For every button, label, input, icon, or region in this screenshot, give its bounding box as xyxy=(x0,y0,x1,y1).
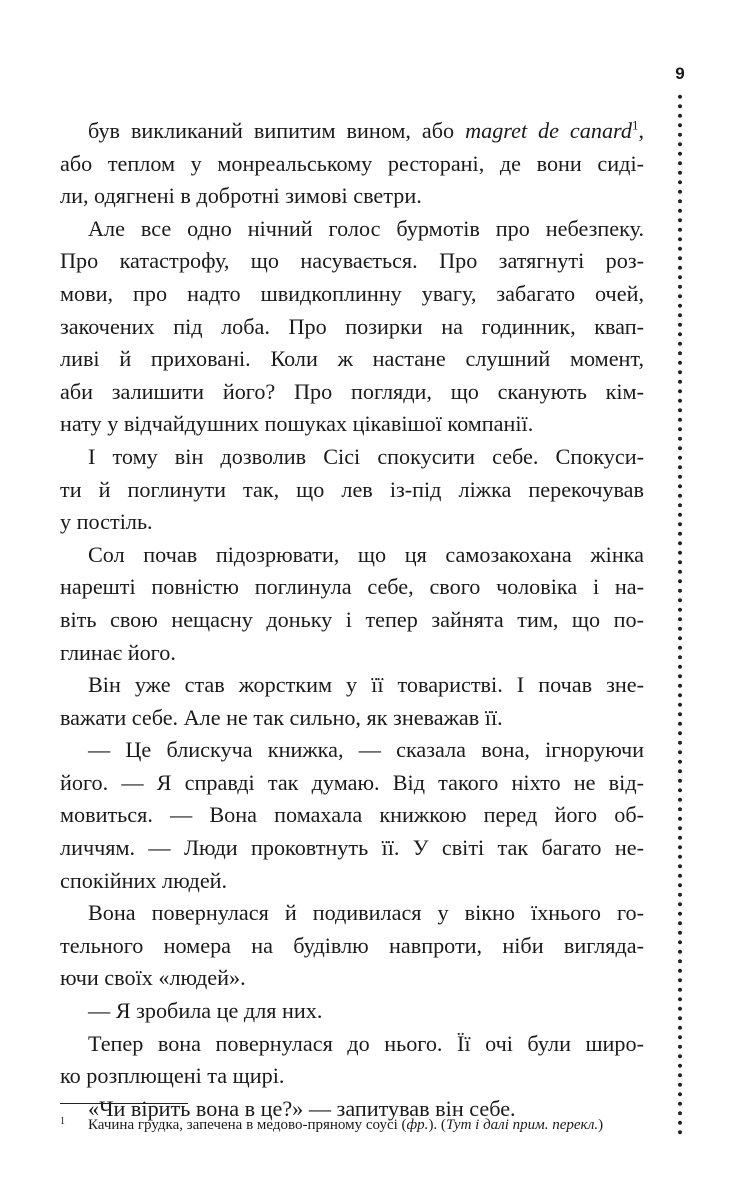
paragraph xyxy=(60,734,644,897)
text-line xyxy=(60,702,644,735)
text-segment: ко розплющені та щирі. xyxy=(60,1063,285,1089)
footnote-marker: 1 xyxy=(60,1116,65,1127)
text-line xyxy=(60,311,644,344)
text-line xyxy=(60,604,644,637)
body-text xyxy=(60,115,644,1125)
text-line xyxy=(60,278,644,311)
paragraph xyxy=(60,1028,644,1093)
text-segment: Тут і далі прим. перекл. xyxy=(445,1117,599,1133)
footnote xyxy=(60,1115,660,1135)
text-line xyxy=(60,832,644,865)
text-segment: Тепер вона повернулася до нього. Її очі були широ- xyxy=(88,1030,644,1056)
text-segment: фр. xyxy=(406,1117,429,1133)
text-segment: ючи своїх «людей». xyxy=(60,965,246,991)
text-segment: Качина грудка, запечена в медово-пряному соусі ( xyxy=(88,1117,407,1133)
text-segment: або теплом у монреальському ресторані, де вони сиді- xyxy=(60,150,644,176)
text-segment: нату у відчайдушних пошуках цікавішої компанії. xyxy=(60,411,534,437)
text-line xyxy=(60,1060,644,1093)
text-line xyxy=(60,441,644,474)
text-line xyxy=(60,1028,644,1061)
text-line xyxy=(60,799,644,832)
text-segment: спокійних людей. xyxy=(60,867,228,893)
text-segment: був викликаний випитим вином, або xyxy=(88,118,466,143)
text-segment: І тому він дозволив Сісі спокусити себе. Спокуси- xyxy=(88,443,644,469)
text-line xyxy=(60,245,644,278)
text-segment: ) xyxy=(598,1117,604,1133)
paragraph xyxy=(60,213,644,441)
text-segment: Вона повернулася й подивилася у вікно їхнього го- xyxy=(88,900,644,926)
text-segment: мови, про надто швидкоплинну увагу, забагато очей, xyxy=(60,280,644,306)
text-line xyxy=(60,408,644,441)
paragraph xyxy=(60,441,644,539)
page-number: 9 xyxy=(675,64,685,83)
paragraph xyxy=(60,669,644,734)
footnote-reference: 1 xyxy=(631,117,639,133)
text-segment: Але все одно нічний голос бурмотів про небезпеку. xyxy=(88,215,644,241)
text-line xyxy=(60,571,644,604)
text-segment: його. — Я справді так думаю. Від такого ніхто не від- xyxy=(60,769,644,795)
text-line xyxy=(60,213,644,246)
text-segment: Він уже став жорстким у її товаристві. І почав зне- xyxy=(88,672,644,698)
text-segment: magret de canard xyxy=(465,118,632,143)
text-line xyxy=(60,180,644,213)
text-segment: закочених під лоба. Про позирки на годинник, квап- xyxy=(60,313,644,339)
text-segment: , xyxy=(638,118,644,143)
text-segment: у постіль. xyxy=(60,509,153,535)
text-segment: ливі й приховані. Коли ж настане слушний момент, xyxy=(60,346,644,372)
text-line xyxy=(60,637,644,670)
text-segment: аби залишити його? Про погляди, що сканують кім- xyxy=(60,378,644,404)
text-segment: ли, одягнені в добротні зимові светри. xyxy=(60,183,422,209)
text-line xyxy=(60,734,644,767)
text-line xyxy=(60,962,644,995)
text-segment: нарешті повністю поглинула себе, свого чоловіка і на- xyxy=(60,574,644,600)
text-line xyxy=(60,376,644,409)
text-segment: ти й поглинути так, що лев із-під ліжка перекочував xyxy=(60,476,644,502)
text-line xyxy=(60,115,644,148)
paragraph xyxy=(60,539,644,669)
text-segment: віть свою нещасну доньку і тепер зайнята тим, що по- xyxy=(60,606,644,632)
text-segment: Сол почав підозрювати, що ця самозакохана жінка xyxy=(88,541,644,567)
footnote-text xyxy=(88,1117,603,1133)
text-segment: тельного номера на будівлю навпроти, ніби вигляда- xyxy=(60,932,644,958)
text-segment: важати себе. Але не так сильно, як зневажав її. xyxy=(60,704,503,730)
text-line xyxy=(60,539,644,572)
paragraph xyxy=(60,995,644,1028)
text-line xyxy=(60,148,644,181)
dotted-margin-rule xyxy=(677,92,683,1137)
text-line xyxy=(60,897,644,930)
text-line xyxy=(60,669,644,702)
text-segment: Про катастрофу, що насувається. Про затягнуті роз- xyxy=(60,248,644,274)
paragraph xyxy=(60,115,644,213)
text-line xyxy=(60,767,644,800)
text-line xyxy=(60,474,644,507)
text-line xyxy=(60,506,644,539)
text-line xyxy=(60,995,644,1028)
text-segment: мовиться. — Вона помахала книжкою перед його об- xyxy=(60,802,644,828)
footnote-rule xyxy=(60,1103,188,1104)
text-segment: личчям. — Люди проковтнуть її. У світі так багато не- xyxy=(60,835,644,861)
text-line xyxy=(60,865,644,898)
text-segment: «Чи вірить вона в це?» — запитував він себе. xyxy=(88,1095,516,1121)
paragraph xyxy=(60,897,644,995)
text-segment: глинає його. xyxy=(60,639,176,665)
text-segment: ). ( xyxy=(428,1117,446,1133)
text-segment: — Це блискуча книжка, — сказала вона, ігноруючи xyxy=(88,737,644,763)
text-segment: — Я зробила це для них. xyxy=(88,998,323,1024)
text-line xyxy=(60,930,644,963)
text-line xyxy=(60,343,644,376)
